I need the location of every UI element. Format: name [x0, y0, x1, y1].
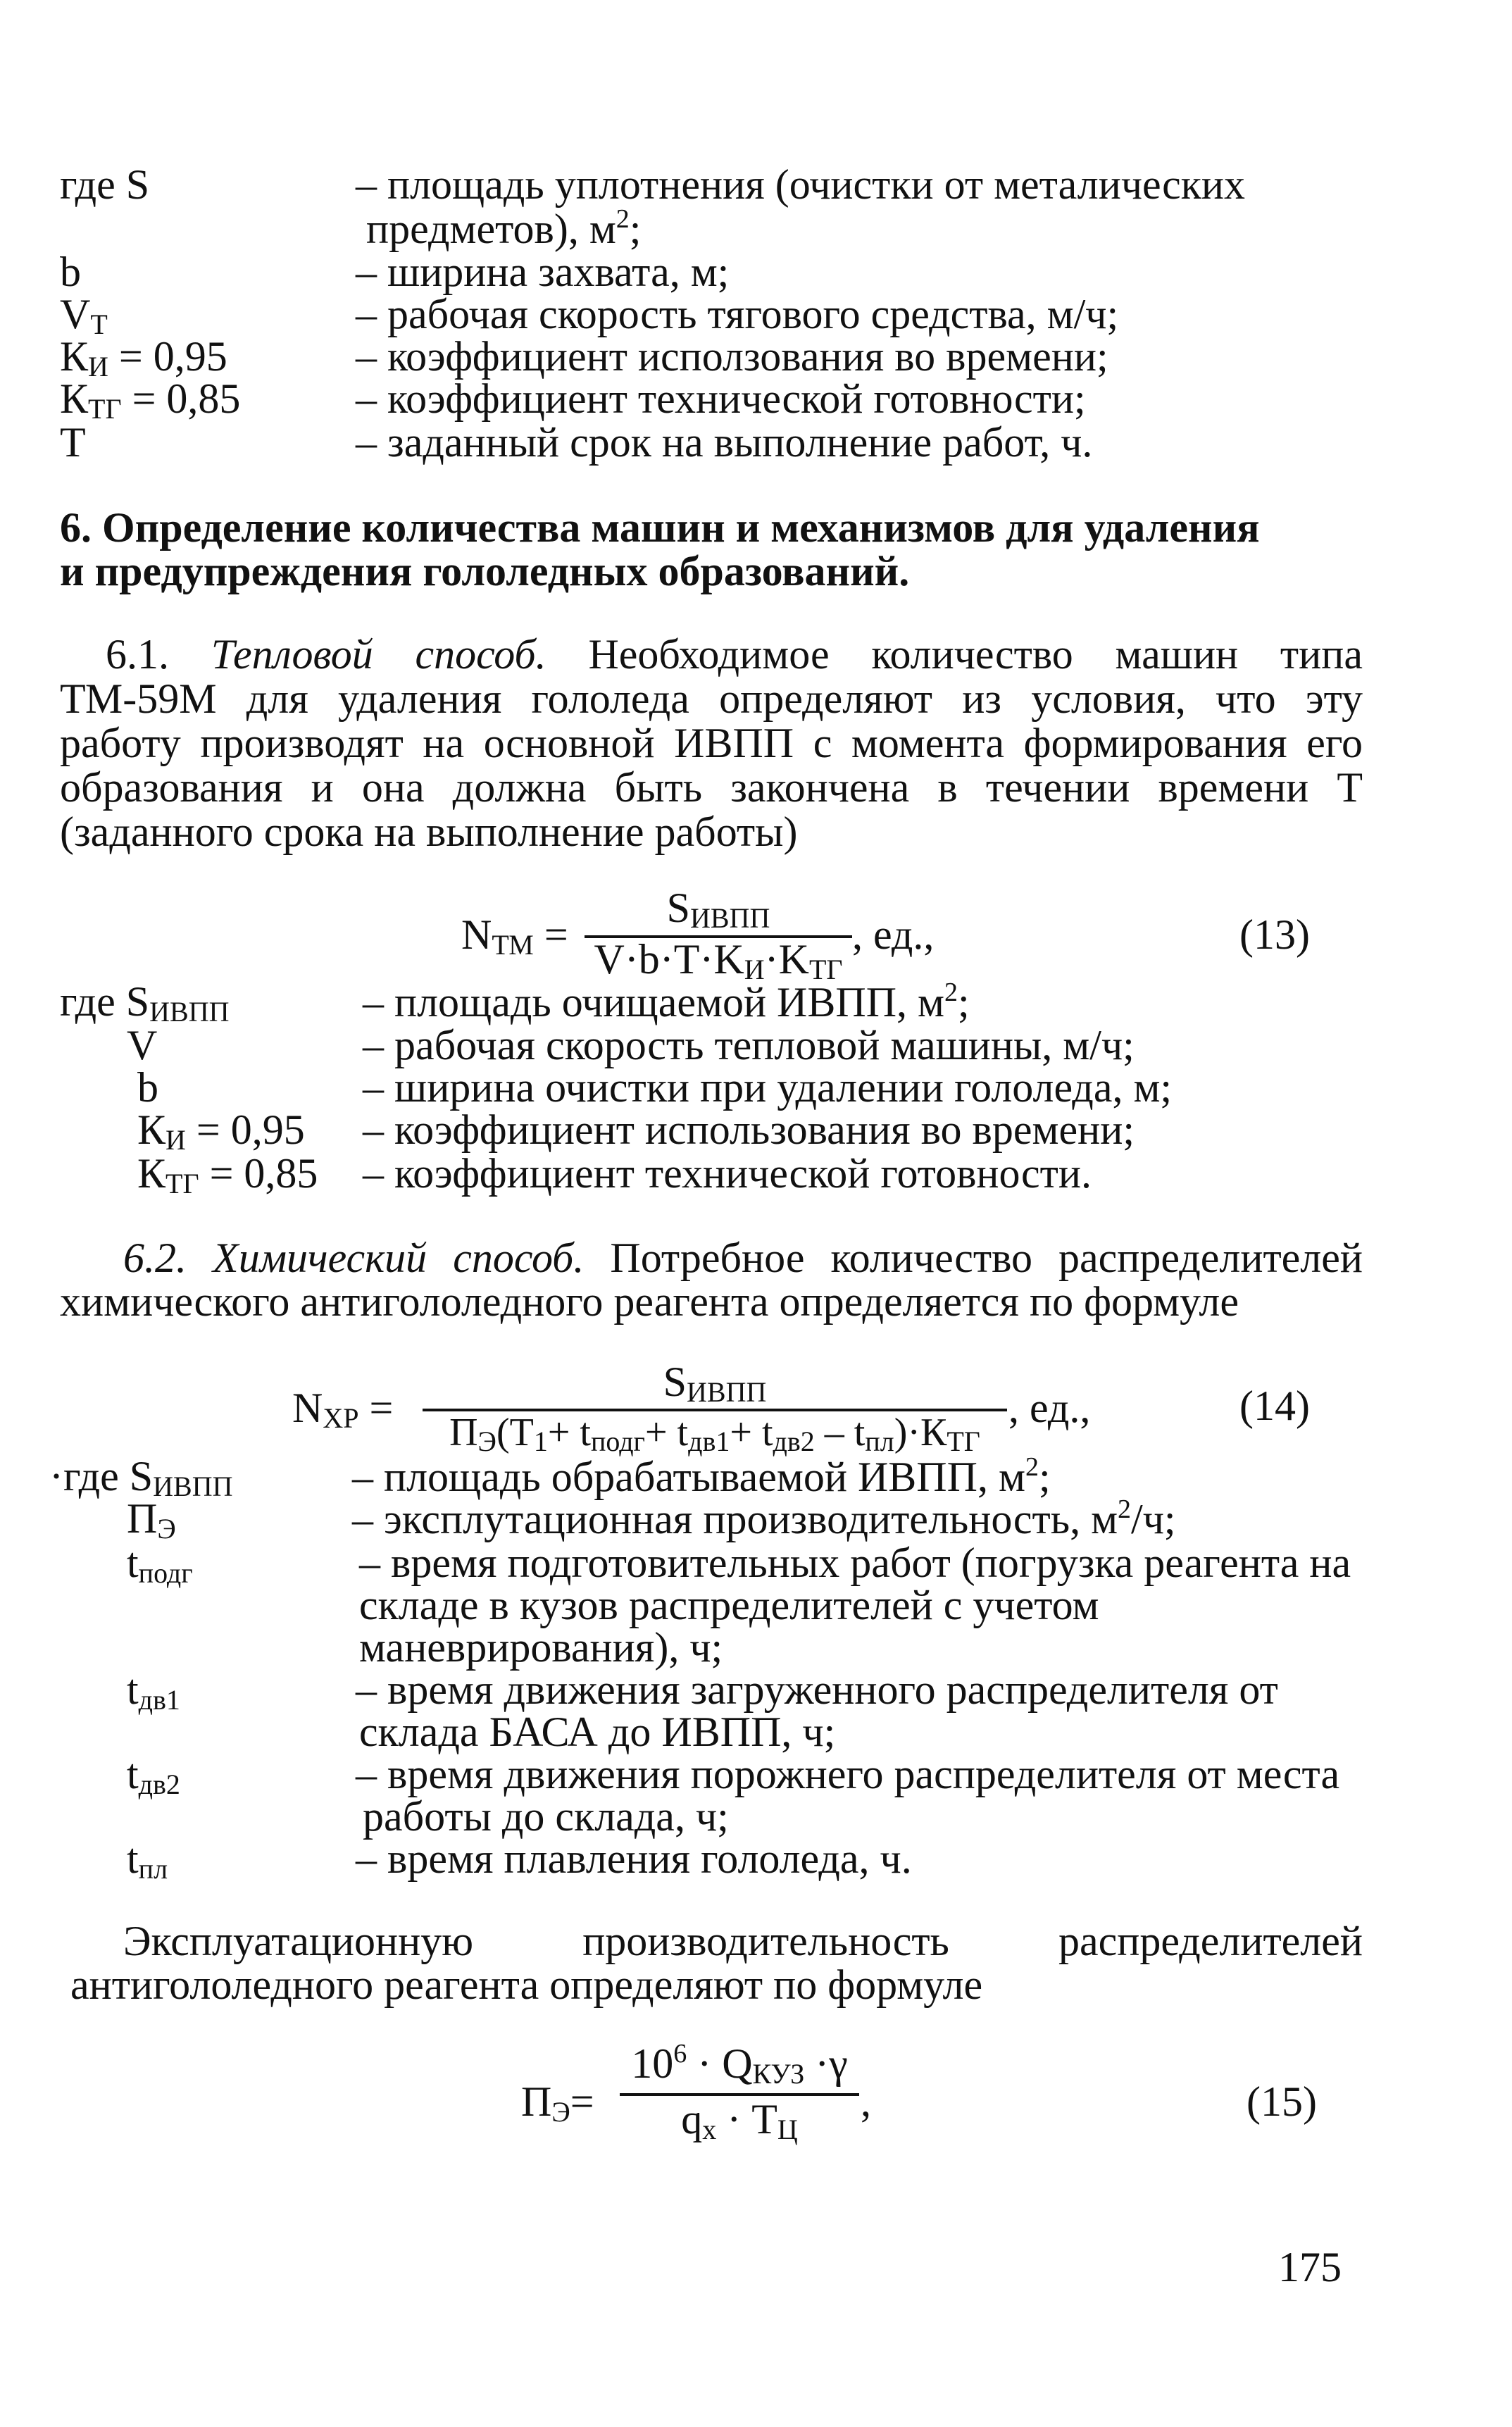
def-description: – коэффициент технической готовности;: [356, 375, 1086, 422]
formula-numerator: $S_{ИВПП}$: [666, 885, 770, 934]
formula-numerator: $10^6 \cdot Q_{КУЗ} \cdot\gamma$: [631, 2039, 848, 2090]
def-symbol: $t_{дв2}$: [127, 1751, 180, 1800]
def-description: – коэффициент исползования во времени;: [356, 333, 1108, 380]
def-description: – время движения порожнего распределителя от места: [356, 1751, 1340, 1797]
def-symbol: $t_{пл}$: [127, 1835, 168, 1885]
formula-unit: , ед.,: [852, 911, 935, 958]
def-symbol: где S: [60, 161, 150, 208]
subsection-title: 6.2. Химический способ.: [123, 1235, 585, 1281]
def-symbol: $V_Т$: [60, 291, 108, 340]
def-description: – коэффициент технической готовности.: [363, 1150, 1092, 1197]
paragraph-line: образования и она должна быть закончена в течении времени Т: [60, 764, 1363, 811]
def-description: – коэффициент использования во времени;: [363, 1106, 1135, 1153]
def-description-cont: склада БАСА до ИВПП, ч;: [359, 1709, 836, 1755]
section-heading: 6. Определение количества машин и механизмов для удаления: [60, 504, 1260, 551]
def-description-cont: предметов), $м^2$;: [366, 204, 642, 252]
def-description-cont: складе в кузов распределителей с учетом: [359, 1582, 1099, 1628]
def-symbol: $П_Э$: [127, 1495, 176, 1545]
paragraph-line: антигололедного реагента определяют по формуле: [70, 1961, 983, 2008]
def-symbol: $t_{подг}$: [127, 1540, 193, 1589]
section-heading-cont: и предупреждения гололедных образований.: [60, 548, 910, 594]
def-symbol: Т: [60, 419, 86, 466]
equation-number: (15): [1247, 2078, 1317, 2125]
def-description-cont: работы до склада, ч;: [363, 1793, 729, 1840]
def-description: – площадь очищаемой ИВПП, $м^2$;: [363, 978, 970, 1025]
def-description: – эксплутационная производительность, $м^2/ч$;: [352, 1495, 1176, 1542]
def-description: – ширина захвата, м;: [356, 249, 730, 295]
formula-lhs: $N_{ТМ}$ =: [461, 911, 568, 961]
paragraph-line: (заданного срока на выполнение работы): [60, 809, 798, 855]
equation-number: (13): [1239, 911, 1310, 958]
paragraph-line: ТМ-59М для удаления гололеда определяют из условия, что эту: [60, 675, 1363, 722]
formula-denominator: $V\cdot b\cdot T\cdot K_И\cdot K_{ТГ}$: [594, 936, 843, 985]
formula-numerator: $S_{ИВПП}$: [663, 1359, 767, 1408]
paragraph-line: химического антигололедного реагента определяется по формуле: [60, 1278, 1239, 1325]
paragraph-line: 6.1. Тепловой способ. Необходимое количество машин типа: [106, 631, 1363, 678]
def-description: – заданный срок на выполнение работ, ч.: [356, 419, 1093, 466]
formula-unit: ,: [861, 2078, 871, 2125]
def-description: – рабочая скорость тягового средства, м/ч;: [356, 291, 1119, 337]
def-symbol: $К_{ТГ} = 0,85$: [137, 1150, 318, 1199]
def-description: – время подготовительных работ (погрузка реагента на: [359, 1540, 1351, 1586]
paragraph-line: работу производят на основной ИВПП с момента формирования его: [60, 720, 1363, 766]
def-symbol: b: [137, 1064, 158, 1111]
def-description: – ширина очистки при удалении гололеда, м;: [363, 1064, 1173, 1111]
formula-lhs: $N_{ХР}$ =: [292, 1385, 394, 1434]
def-symbol: где $S_{ИВПП}$: [60, 978, 230, 1028]
def-symbol: V: [127, 1022, 158, 1068]
formula-denominator: $q_х \cdot Т_Ц$: [681, 2096, 798, 2145]
def-symbol: $К_{ТГ} = 0,85$: [60, 375, 241, 425]
def-description: – площадь обрабатываемой ИВПП, $м^2$;: [352, 1452, 1051, 1500]
def-description: – рабочая скорость тепловой машины, м/ч;: [363, 1022, 1135, 1068]
page-number: 175: [1278, 2244, 1342, 2290]
def-symbol: $К_И = 0,95$: [60, 333, 227, 382]
def-symbol: $К_И = 0,95$: [137, 1106, 305, 1156]
equation-number: (14): [1239, 1383, 1310, 1429]
subsection-title: Тепловой способ.: [211, 631, 546, 678]
paragraph-line: 6.2. Химический способ. Потребное количество распределителей: [123, 1235, 1363, 1281]
def-description: – площадь уплотнения (очистки от металических: [356, 161, 1246, 208]
def-description: – время плавления гололеда, ч.: [356, 1835, 912, 1882]
def-description-cont: маневрирования), ч;: [359, 1624, 723, 1671]
formula-unit: , ед.,: [1008, 1385, 1091, 1431]
def-symbol: ·где $S_{ИВПП}$: [49, 1453, 233, 1502]
formula-lhs: $П_Э=$: [521, 2078, 594, 2128]
paragraph-line: Эксплуатационную производительность распределителей: [123, 1918, 1363, 1964]
def-description: – время движения загруженного распределителя от: [356, 1666, 1278, 1713]
def-symbol: b: [60, 249, 81, 295]
formula-denominator: $П_Э(T_1+ t_{подг}+ t_{дв1}+ t_{дв2} - t_{пл})\cdot К_{ТГ}$: [449, 1411, 980, 1457]
def-symbol: $t_{дв1}$: [127, 1666, 180, 1716]
